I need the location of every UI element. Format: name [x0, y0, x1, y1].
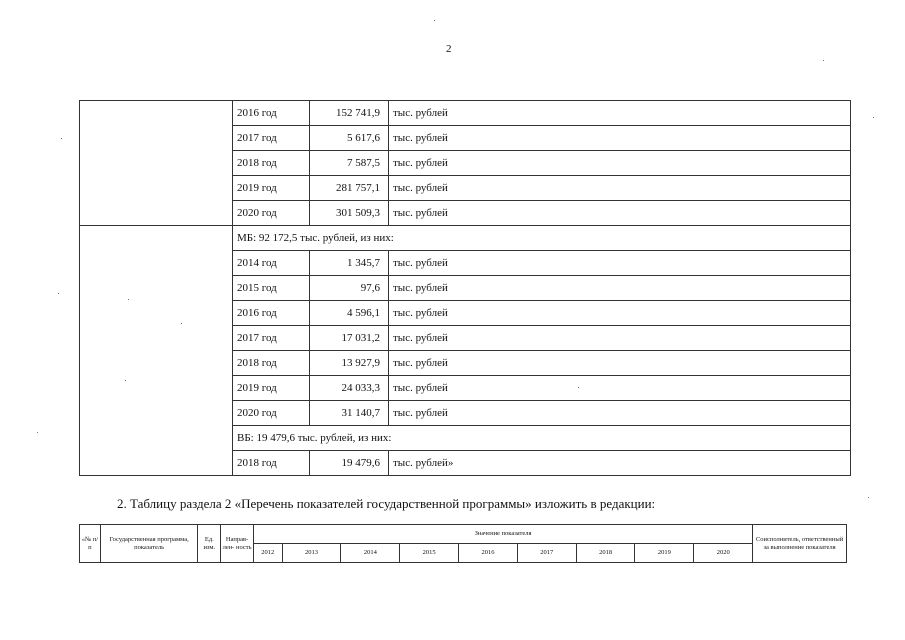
financing-year-row — [80, 276, 851, 301]
col-coexecutor-header: Соисполнитель, ответственный за выполнение показателя — [753, 525, 847, 563]
blank-cell — [80, 426, 233, 451]
financing-year-row — [80, 101, 851, 126]
amount-cell: 17 031,2 — [310, 326, 389, 351]
unit-cell: тыс. рублей — [389, 301, 851, 326]
blank-cell — [80, 126, 233, 151]
blank-cell — [80, 151, 233, 176]
amount-cell: 1 345,7 — [310, 251, 389, 276]
source-total-cell: МБ: 92 172,5 тыс. рублей, из них: — [233, 226, 851, 251]
unit-cell: тыс. рублей — [389, 251, 851, 276]
financing-year-row — [80, 401, 851, 426]
scan-speck — [125, 380, 126, 381]
blank-cell — [80, 201, 233, 226]
unit-cell: тыс. рублей — [389, 151, 851, 176]
blank-cell — [80, 101, 233, 126]
unit-cell: тыс. рублей — [389, 201, 851, 226]
col-direction-header: Направ- лен- ность — [221, 525, 254, 563]
year-cell: 2019 год — [233, 176, 310, 201]
blank-cell — [80, 451, 233, 476]
amount-cell: 4 596,1 — [310, 301, 389, 326]
scan-speck — [37, 432, 38, 433]
scan-speck — [823, 60, 824, 61]
blank-cell — [80, 376, 233, 401]
year-column-header: 2015 — [400, 544, 459, 563]
unit-cell: тыс. рублей — [389, 126, 851, 151]
year-column-header: 2020 — [694, 544, 753, 563]
col-unit-header: Ед. изм. — [198, 525, 221, 563]
scan-speck — [578, 387, 579, 388]
year-cell: 2017 год — [233, 326, 310, 351]
source-total-cell: ВБ: 19 479,6 тыс. рублей, из них: — [233, 426, 851, 451]
amount-cell: 281 757,1 — [310, 176, 389, 201]
financing-year-row — [80, 176, 851, 201]
scan-speck — [873, 117, 874, 118]
unit-cell: тыс. рублей — [389, 376, 851, 401]
amount-cell: 5 617,6 — [310, 126, 389, 151]
year-cell: 2019 год — [233, 376, 310, 401]
unit-cell: тыс. рублей — [389, 351, 851, 376]
mb-total-row — [80, 226, 851, 251]
blank-cell — [80, 226, 233, 251]
year-cell: 2014 год — [233, 251, 310, 276]
financing-year-row — [80, 251, 851, 276]
financing-year-row — [80, 451, 851, 476]
year-cell: 2015 год — [233, 276, 310, 301]
year-cell: 2020 год — [233, 201, 310, 226]
unit-cell: тыс. рублей — [389, 326, 851, 351]
blank-cell — [80, 351, 233, 376]
year-column-header: 2012 — [253, 544, 282, 563]
year-column-header: 2017 — [517, 544, 576, 563]
unit-cell: тыс. рублей» — [389, 451, 851, 476]
scan-speck — [61, 138, 62, 139]
amount-cell: 7 587,5 — [310, 151, 389, 176]
unit-cell: тыс. рублей — [389, 101, 851, 126]
indicators-table-header — [79, 524, 847, 563]
unit-cell: тыс. рублей — [389, 276, 851, 301]
year-cell: 2020 год — [233, 401, 310, 426]
financing-year-row — [80, 201, 851, 226]
col-values-header: Значение показателя — [253, 525, 752, 544]
amount-cell: 31 140,7 — [310, 401, 389, 426]
amount-cell: 24 033,3 — [310, 376, 389, 401]
amount-cell: 301 509,3 — [310, 201, 389, 226]
col-number-header: «№ п/п — [80, 525, 101, 563]
scan-speck — [434, 20, 435, 21]
blank-cell — [80, 176, 233, 201]
blank-cell — [80, 401, 233, 426]
col-program-header: Государственная программа, показатель — [100, 525, 198, 563]
amount-cell: 152 741,9 — [310, 101, 389, 126]
financing-year-row — [80, 301, 851, 326]
scan-speck — [128, 299, 129, 300]
vb-total-row — [80, 426, 851, 451]
amount-cell: 97,6 — [310, 276, 389, 301]
year-cell: 2016 год — [233, 101, 310, 126]
year-column-header: 2013 — [282, 544, 341, 563]
year-cell: 2017 год — [233, 126, 310, 151]
amount-cell: 19 479,6 — [310, 451, 389, 476]
financing-year-row — [80, 151, 851, 176]
item-2-instruction: 2. Таблицу раздела 2 «Перечень показателей государственной программы» изложить в редакции: — [117, 496, 656, 511]
year-cell: 2016 год — [233, 301, 310, 326]
financing-table — [79, 100, 851, 476]
scan-speck — [868, 497, 869, 498]
blank-cell — [80, 326, 233, 351]
blank-cell — [80, 276, 233, 301]
year-column-header: 2014 — [341, 544, 400, 563]
scan-speck — [58, 293, 59, 294]
unit-cell: тыс. рублей — [389, 176, 851, 201]
financing-year-row — [80, 326, 851, 351]
year-cell: 2018 год — [233, 351, 310, 376]
financing-year-row — [80, 376, 851, 401]
page-number: 2 — [446, 43, 452, 55]
year-cell: 2018 год — [233, 451, 310, 476]
year-column-header: 2018 — [576, 544, 635, 563]
financing-year-row — [80, 126, 851, 151]
year-cell: 2018 год — [233, 151, 310, 176]
scan-speck — [181, 323, 182, 324]
financing-year-row — [80, 351, 851, 376]
blank-cell — [80, 301, 233, 326]
unit-cell: тыс. рублей — [389, 401, 851, 426]
year-column-header: 2019 — [635, 544, 694, 563]
amount-cell: 13 927,9 — [310, 351, 389, 376]
year-column-header: 2016 — [459, 544, 518, 563]
blank-cell — [80, 251, 233, 276]
